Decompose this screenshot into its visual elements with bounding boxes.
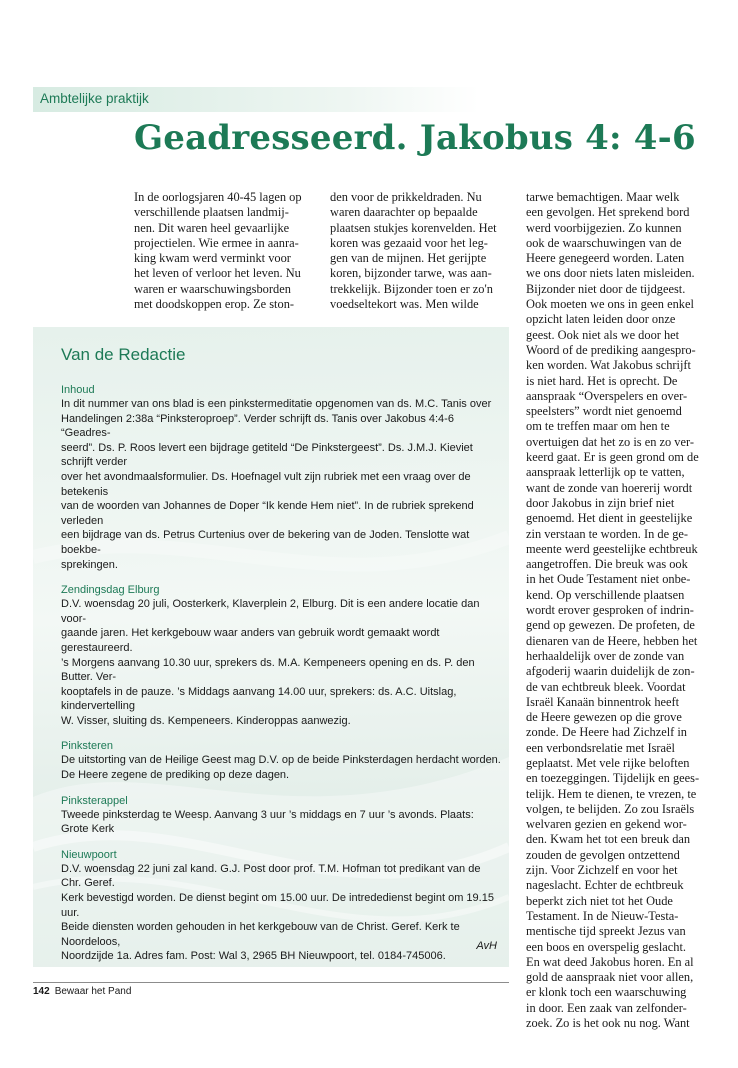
item-heading: Pinksteren (61, 740, 113, 753)
article-column-3: tarwe bemachtigen. Maar welk een gevolgen. Het sprekend bord werd voorbijgezien. Zo kunnen ook de waarschuwingen van de Heere genegeerd worden. Laten we ons door niets laten misleiden. Bijzonder niet door de tijdgeest. Ook moeten we ons in geen enkel opzicht laten leiden door onze geest. Ook niet als we door het Woord of de prediking aangespro- ken worden. Wat Jakobus schrijft is niet hard. Het is oprecht. De aanspraak “Overspelers en over- speelsters” wordt niet genoemd om te treffen maar om hen te overtuigen dat het zo is en zo ver- keerd gaat. Er is geen grond om de aanspraak letterlijk op te vatten, want de zonde van hoererij wordt door Jakobus in zijn brief niet genoemd. Het dient in geestelijke zin verstaan te worden. In de ge- meente werd geestelijke echtbreuk aangetroffen. Die breuk was ook in het Oude Testament niet onbe- kend. Op verschillende plaatsen wordt erover gesproken of indrin- gend op gewezen. De profeten, de dienaren van de Heere, hebben het herhaaldelijk over de zonde van afgoderij waarin duidelijk de zon- de van echtbreuk bleek. Voordat Israël Kanaän binnentrok heeft de Heere gewezen op die grove zonde. De Heere had Zichzelf in een verbondsrelatie met Israël geplaatst. Met vele rijke beloften en toezeggingen. Tijdelijk en gees- telijk. Hem te dienen, te vrezen, te volgen, te belijden. Zo zou Israëls welvaren gezien en gekend wor- den. Kwam het tot een breuk dan zouden de gevolgen ontzettend zijn. Voor Zichzelf en voor het nageslacht. Echter de echtbreuk beperkt zich niet tot het Oude Testament. In de Nieuw-Testa- mentische tijd spreekt Jezus van een boos en overspelig geslacht. En wat deed Jakobus horen. En al gold de aanspraak niet voor allen, er klonk toch een waarschuwing in door. Een zaak van zelfonder- zoek. Zo is het ook nu nog. Want (526, 190, 700, 1031)
article-column-1: In de oorlogsjaren 40-45 lagen op verschillende plaatsen landmij- nen. Dit waren heel gevaarlijke projectielen. Wie ermee in aanra- king kwam werd verminkt voor het leven of verloor het leven. Nu waren er waarschuwingsborden met doodskoppen erop. Ze ston- (134, 190, 302, 312)
page-footer (33, 986, 131, 997)
item-heading: Zendingsdag Elburg (61, 584, 160, 597)
item-heading: Inhoud (61, 384, 95, 396)
editorial-title: Van de Redactie (61, 345, 186, 364)
editorial-item-inhoud (61, 383, 501, 572)
item-body: De uitstorting van de Heilige Geest mag D.V. op de beide Pinksterdagen herdacht worden. De Heere zegene de prediking op deze dagen. (61, 754, 501, 782)
editorial-content (61, 345, 501, 967)
editorial-item-nieuwpoort (61, 848, 501, 964)
publication-name: Bewaar het Pand (54, 986, 132, 997)
item-body: Tweede pinksterdag te Weesp. Aanvang 3 uur ’s middags en 7 uur ’s avonds. Plaats: Grote Kerk (61, 808, 474, 836)
item-body: D.V. woensdag 22 juni zal kand. G.J. Post door prof. T.M. Hofman tot predikant van de Chr. Geref. Kerk bevestigd worden. De dienst begint om 15.00 uur. De intrededienst begint om 19.15 uur. Beide diensten worden gehouden in het kerkgebouw van de Christ. Geref. Kerk te Noordeloos, Noordzijde 1a. Adres fam. Post: Wal 3, 2965 BH Nieuwpoort, tel. 0184-745006. (61, 862, 494, 963)
item-body: In dit nummer van ons blad is een pinkstermeditatie opgenomen van ds. M.C. Tanis over Handelingen 2:38a “Pinksteroproep”. Verder schrijft ds. Tanis over Jakobus 4:4-6 “Geadres- seerd”. Ds. P. Roos levert een bijdrage getiteld “De Pinkstergeest”. Ds. J.M.J. Kieviet schrijft verder over het avondmaalsformulier. Ds. Hoefnagel vult zijn rubriek met een vraag over de betekenis van de woorden van Johannes de Doper “Ik kende Hem niet”. In de rubriek sprekend verleden een bijdrage van ds. Petrus Curtenius over de bekering van de Joden. Tenslotte wat boekbe- sprekingen. (61, 398, 492, 571)
editorial-item-zendingsdag (61, 583, 501, 728)
footer-divider (33, 982, 509, 983)
editorial-item-pinksterappel (61, 794, 501, 837)
item-heading: Nieuwpoort (61, 848, 117, 861)
section-label: Ambtelijke praktijk (40, 91, 149, 106)
article-column-2: den voor de prikkeldraden. Nu waren daarachter op bepaalde plaatsen stukjes korenvelden. Het koren was gezaaid voor het leg- gen van de mijnen. Het gerijpte koren, bijzonder tarwe, was aan- trekkelijk. Bijzonder toen er zo'n voedseltekort was. Men wilde (330, 190, 497, 312)
page-number: 142 (33, 986, 50, 997)
editorial-item-pinksteren (61, 739, 501, 782)
item-body: D.V. woensdag 20 juli, Oosterkerk, Klaverplein 2, Elburg. Dit is een andere locatie dan voor- gaande jaren. Het kerkgebouw waar anders van gebruik wordt gemaakt wordt gerestaureerd. ’s Morgens aanvang 10.30 uur, sprekers ds. M.A. Kempeneers opening en ds. P. den Butter. Ver- kooptafels in de pauze. ’s Middags aanvang 14.00 uur, sprekers: ds. A.C. Uitslag, kindervertelling W. Visser, sluiting ds. Kempeneers. Kinderoppas aanwezig. (61, 598, 480, 727)
article-title: Geadresseerd. Jakobus 4: 4-6 (134, 118, 696, 158)
editorial-signature: AvH (476, 940, 497, 952)
item-heading: Pinksterappel (61, 794, 128, 807)
editorial-box (33, 327, 509, 967)
